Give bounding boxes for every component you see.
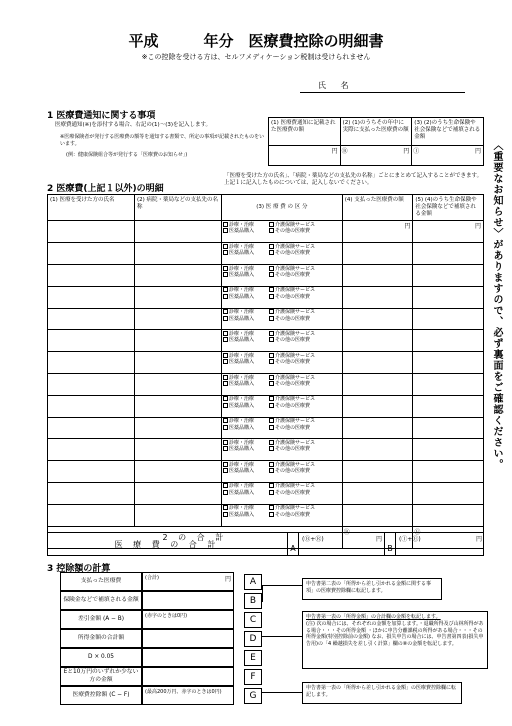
payee-name-field[interactable] <box>134 352 221 374</box>
payee-name-field[interactable] <box>134 374 221 396</box>
category-label: その他の医療費 <box>274 250 310 257</box>
insurance-amount-field[interactable] <box>413 395 484 417</box>
category-label: 医薬品購入 <box>228 293 254 300</box>
category-checkbox[interactable] <box>269 228 274 233</box>
category-checkbox[interactable] <box>269 309 274 314</box>
category-checkbox[interactable] <box>269 266 274 271</box>
name-field[interactable] <box>300 92 465 93</box>
paid-amount-field[interactable] <box>342 308 413 330</box>
patient-name-field[interactable] <box>48 330 135 352</box>
table-row <box>48 417 484 439</box>
category-label: その他の医療費 <box>274 337 310 344</box>
calc-row-label: Eと10万円のいずれか少ない方の金額 <box>60 667 142 686</box>
insurance-amount-field[interactable] <box>413 243 484 265</box>
category-cell <box>221 243 342 265</box>
s2-total-mark1: Ⓡ <box>343 528 350 536</box>
calc-row-letter: E <box>244 650 262 666</box>
calc-row-label: 差引金額 (A − B) <box>60 610 142 629</box>
calc-row-label: 所得金額の合計額 <box>60 629 142 648</box>
category-checkbox[interactable] <box>269 483 274 488</box>
category-checkbox[interactable] <box>269 446 274 451</box>
category-label: 診療・治療 <box>228 287 254 294</box>
patient-name-field[interactable] <box>48 308 135 330</box>
s1-mark-i: Ⓘ <box>413 148 420 155</box>
calc-row-letter: G <box>244 688 262 704</box>
category-label: 診療・治療 <box>228 396 254 403</box>
section2-title: 2 医療費(上記１以外)の明細 <box>47 184 164 194</box>
category-checkbox[interactable] <box>223 250 228 255</box>
category-checkbox[interactable] <box>269 403 274 408</box>
paid-amount-field[interactable] <box>342 395 413 417</box>
category-label: 診療・治療 <box>228 505 254 512</box>
category-checkbox[interactable] <box>269 316 274 321</box>
category-cell <box>221 417 342 439</box>
category-checkbox[interactable] <box>269 418 274 423</box>
category-cell <box>221 395 342 417</box>
category-label: 介護保険サービス <box>274 221 315 228</box>
section1-desc3: (例：健康保険組合等が発行する「医療費のお知らせ」) <box>66 152 188 158</box>
s2-total-label: 2 の 合 計 <box>48 526 343 548</box>
category-checkbox[interactable] <box>269 381 274 386</box>
category-checkbox[interactable] <box>223 272 228 277</box>
category-label: 介護保険サービス <box>274 374 315 381</box>
category-checkbox[interactable] <box>223 512 228 517</box>
category-checkbox[interactable] <box>223 462 228 467</box>
table-row <box>48 504 484 526</box>
category-checkbox[interactable] <box>223 381 228 386</box>
calc-row-amount-field[interactable]: (赤字のときは0円) <box>142 610 234 629</box>
paid-amount-field[interactable] <box>342 352 413 374</box>
category-label: 診療・治療 <box>228 221 254 228</box>
section1-desc2: ※医療保険者が発行する医療費の額等を通知する書類で、所定の事項が記載されたものをいいます。 <box>60 134 265 147</box>
paid-amount-field[interactable] <box>342 417 413 439</box>
arrow-d-h <box>262 636 302 637</box>
payee-name-field[interactable] <box>134 439 221 461</box>
table-row <box>48 352 484 374</box>
category-checkbox[interactable] <box>269 250 274 255</box>
patient-name-field[interactable] <box>48 265 135 287</box>
patient-name-field[interactable] <box>48 395 135 417</box>
category-label: 医薬品購入 <box>228 337 254 344</box>
category-checkbox[interactable] <box>223 396 228 401</box>
section2-table <box>47 194 484 549</box>
category-label: 診療・治療 <box>228 418 254 425</box>
category-cell <box>221 461 342 483</box>
paid-amount-field[interactable] <box>342 482 413 504</box>
s1-amount2-field[interactable]: Ⓑ 円 <box>340 146 412 166</box>
category-checkbox[interactable] <box>223 294 228 299</box>
category-checkbox[interactable] <box>223 331 228 336</box>
important-notice: 〈重要なお知らせ〉がありますので、必ず裏面をご確認ください。 <box>491 140 502 470</box>
category-label: 介護保険サービス <box>274 439 315 446</box>
table-row <box>48 286 484 308</box>
insurance-amount-field[interactable] <box>413 461 484 483</box>
note-d-body: (注) 次の場合には、それぞれの金額を加算します。・退職所得及び山林所得がある場合・・・その所得金額 ・ほかに申告分離課税の所得がある場合・・・その所得金額(特別控除前の金額) なお、損失申告の場合には、申告書第四表(損失申告用)の「4 繰越損失を差し引く計算」欄の⑧の金額を転記します。 <box>306 620 484 647</box>
note-d <box>302 611 488 669</box>
table-row <box>48 374 484 396</box>
category-checkbox[interactable] <box>223 228 228 233</box>
table-row <box>48 461 484 483</box>
category-checkbox[interactable] <box>269 337 274 342</box>
category-label: その他の医療費 <box>274 272 310 279</box>
insurance-amount-field[interactable] <box>413 417 484 439</box>
arrow-ab-v <box>262 585 263 602</box>
table-row <box>48 243 484 265</box>
category-checkbox[interactable] <box>223 287 228 292</box>
calc-row-label: 医療費控除額 (C − F) <box>60 686 142 705</box>
category-checkbox[interactable] <box>269 462 274 467</box>
category-label: 介護保険サービス <box>274 396 315 403</box>
category-checkbox[interactable] <box>223 337 228 342</box>
category-label: 診療・治療 <box>228 352 254 359</box>
category-checkbox[interactable] <box>223 440 228 445</box>
calc-row-label: 支払った医療費 <box>60 572 142 591</box>
arrow-ab-h <box>262 585 302 586</box>
insurance-amount-field[interactable] <box>413 286 484 308</box>
payee-name-field[interactable] <box>134 461 221 483</box>
table-row <box>48 221 484 243</box>
insurance-amount-field[interactable] <box>413 482 484 504</box>
s2-col2-header: (2) 病院・薬局などの支払先の名称 <box>136 197 219 211</box>
calc-row-letter: A <box>244 574 262 590</box>
category-label: 介護保険サービス <box>274 287 315 294</box>
category-label: 医薬品購入 <box>228 402 254 409</box>
calc-row-letter: D <box>244 631 262 647</box>
payee-name-field[interactable] <box>134 504 221 526</box>
category-checkbox[interactable] <box>269 353 274 358</box>
s2-total-mark2: Ⓔ <box>414 528 421 536</box>
category-checkbox[interactable] <box>223 375 228 380</box>
note-ab: 申告書第二表の「所得から差し引かれる金額に関する事項」の医療費控除欄に転記します。 <box>302 578 442 600</box>
table-row <box>48 265 484 287</box>
category-checkbox[interactable] <box>223 309 228 314</box>
payee-name-field[interactable] <box>134 395 221 417</box>
payee-name-field[interactable] <box>134 308 221 330</box>
payee-name-field[interactable] <box>134 221 221 243</box>
payee-name-field[interactable] <box>134 417 221 439</box>
category-checkbox[interactable] <box>223 359 228 364</box>
category-label: 医薬品購入 <box>228 489 254 496</box>
page-subtitle: ※この控除を受ける方は、セルフメディケーション税制は受けられません <box>141 53 371 61</box>
category-cell <box>221 374 342 396</box>
page-title: 平成 年分 医療費控除の明細書 <box>128 32 384 50</box>
s2-col1-header: (1) 医療を受けた方の氏名 <box>50 197 115 203</box>
category-checkbox[interactable] <box>223 316 228 321</box>
section1-title: 1 医療費通知に関する事項 <box>47 111 156 121</box>
paid-amount-field[interactable] <box>342 330 413 352</box>
category-label: 医薬品購入 <box>228 272 254 279</box>
patient-name-field[interactable] <box>48 482 135 504</box>
category-checkbox[interactable] <box>269 375 274 380</box>
category-label: 医薬品購入 <box>228 359 254 366</box>
calc-row-letter: F <box>244 669 262 685</box>
patient-name-field[interactable] <box>48 352 135 374</box>
category-cell <box>221 308 342 330</box>
s1-col1-header: (1) 医療費通知に記載された医療費の額 <box>271 120 336 134</box>
category-label: 医薬品購入 <box>228 381 254 387</box>
category-label: 介護保険サービス <box>274 418 315 425</box>
grand-total-label: 医 療 費 の 合 計 <box>114 540 220 549</box>
patient-name-field[interactable] <box>48 417 135 439</box>
calc-row-amount-field[interactable] <box>142 648 234 667</box>
category-checkbox[interactable] <box>269 512 274 517</box>
category-label: 医薬品購入 <box>228 250 254 257</box>
category-cell <box>221 352 342 374</box>
category-checkbox[interactable] <box>269 359 274 364</box>
category-label: 医薬品購入 <box>228 511 254 518</box>
calc-row-amount-field[interactable] <box>142 667 234 686</box>
category-label: その他の医療費 <box>274 468 310 475</box>
category-label: その他の医療費 <box>274 446 310 453</box>
insurance-amount-field[interactable] <box>413 374 484 396</box>
calc-row-letter: B <box>244 593 262 609</box>
s1-col3-header: (3) (2)のうち生命保険や社会保険などで補填される金額 <box>414 120 481 141</box>
insurance-amount-field[interactable] <box>413 504 484 526</box>
paid-amount-field[interactable] <box>342 439 413 461</box>
payee-name-field[interactable] <box>134 482 221 504</box>
patient-name-field[interactable] <box>48 504 135 526</box>
payee-name-field[interactable] <box>134 286 221 308</box>
category-label: 診療・治療 <box>228 265 254 272</box>
patient-name-field[interactable] <box>48 243 135 265</box>
category-label: 介護保険サービス <box>274 330 315 337</box>
category-checkbox[interactable] <box>223 468 228 473</box>
paid-amount-field[interactable] <box>342 286 413 308</box>
paid-amount-field[interactable]: 円 <box>342 221 413 243</box>
table-row <box>48 330 484 352</box>
category-label: その他の医療費 <box>274 293 310 300</box>
note-g: 申告書第一表の「所得から差し引かれる金額」の医療費控除欄に転記します。 <box>302 682 462 704</box>
s1-col2-header: (2) (1)のうちその年中に実際に支払った医療費の額 <box>342 120 409 134</box>
s2-col4-header: (4) 支払った医療費の額 <box>344 197 404 203</box>
category-label: 診療・治療 <box>228 330 254 337</box>
category-label: 医薬品購入 <box>228 315 254 322</box>
paid-amount-field[interactable] <box>342 374 413 396</box>
category-checkbox[interactable] <box>223 425 228 430</box>
category-label: 診療・治療 <box>228 483 254 490</box>
category-label: その他の医療費 <box>274 424 310 431</box>
patient-name-field[interactable] <box>48 461 135 483</box>
category-checkbox[interactable] <box>223 483 228 488</box>
category-label: 診療・治療 <box>228 461 254 468</box>
category-checkbox[interactable] <box>269 425 274 430</box>
category-label: 介護保険サービス <box>274 265 315 272</box>
category-checkbox[interactable] <box>223 266 228 271</box>
category-checkbox[interactable] <box>223 244 228 249</box>
grand-total-a-field[interactable]: (Ⓑ+Ⓡ) 円 <box>302 536 382 543</box>
arrow-g-h <box>262 692 302 693</box>
category-label: 介護保険サービス <box>274 243 315 250</box>
patient-name-field[interactable] <box>48 374 135 396</box>
section1-desc1: 医療費通知(※)を添付する場合、右記の(1)〜(3)を記入します。 <box>55 122 212 128</box>
insurance-amount-field[interactable] <box>413 330 484 352</box>
category-checkbox[interactable] <box>269 468 274 473</box>
insurance-amount-field[interactable]: 円 <box>413 221 484 243</box>
category-label: 診療・治療 <box>228 309 254 316</box>
category-label: 診療・治療 <box>228 243 254 250</box>
calc-row-amount-field[interactable] <box>142 629 234 648</box>
category-label: 介護保険サービス <box>274 505 315 512</box>
category-label: その他の医療費 <box>274 359 310 366</box>
calc-row-label: D × 0.05 <box>60 648 142 667</box>
category-label: その他の医療費 <box>274 315 310 322</box>
calc-row-amount-field[interactable] <box>142 591 234 610</box>
category-cell <box>221 221 342 243</box>
category-label: 介護保険サービス <box>274 309 315 316</box>
paid-amount-field[interactable] <box>342 504 413 526</box>
calc-row-letter: C <box>244 612 262 628</box>
category-checkbox[interactable] <box>223 222 228 227</box>
category-cell <box>221 504 342 526</box>
category-checkbox[interactable] <box>269 490 274 495</box>
calc-row-label: 保険金などで補填される金額 <box>60 591 142 610</box>
patient-name-field[interactable] <box>48 286 135 308</box>
grand-total-b-letter: B <box>384 532 396 556</box>
insurance-amount-field[interactable] <box>413 352 484 374</box>
category-checkbox[interactable] <box>269 331 274 336</box>
category-cell <box>221 286 342 308</box>
category-label: 介護保険サービス <box>274 483 315 490</box>
category-label: その他の医療費 <box>274 511 310 518</box>
category-checkbox[interactable] <box>269 396 274 401</box>
grand-total-b-field[interactable]: (Ⓘ+Ⓔ) 円 <box>399 536 482 543</box>
category-checkbox[interactable] <box>269 505 274 510</box>
paid-amount-field[interactable] <box>342 461 413 483</box>
patient-name-field[interactable] <box>48 439 135 461</box>
category-label: その他の医療費 <box>274 228 310 235</box>
category-checkbox[interactable] <box>269 294 274 299</box>
calc-row-amount-field[interactable]: (最高200万円、赤字のときは0円) <box>142 686 234 705</box>
payee-name-field[interactable] <box>134 265 221 287</box>
category-label: 介護保険サービス <box>274 352 315 359</box>
category-label: 診療・治療 <box>228 439 254 446</box>
s2-col3-header: (3) 医 療 費 の 区 分 <box>256 204 308 211</box>
insurance-amount-field[interactable] <box>413 439 484 461</box>
payee-name-field[interactable] <box>134 243 221 265</box>
insurance-amount-field[interactable] <box>413 308 484 330</box>
section2-desc: 「医療を受けた方の氏名」、「病院・薬局などの支払先の名称」ごとにまとめて記入することができます。上記１に記入したものについては、記入しないでください。 <box>224 173 483 187</box>
category-label: 医薬品購入 <box>228 424 254 431</box>
note-d-title: 申告書第一表の「所得金額」の合計欄の金額を転記します。 <box>306 614 441 620</box>
category-checkbox[interactable] <box>223 353 228 358</box>
patient-name-field[interactable] <box>48 221 135 243</box>
s1-amount3-field[interactable]: Ⓘ 円 <box>412 146 484 166</box>
insurance-amount-field[interactable] <box>413 265 484 287</box>
category-checkbox[interactable] <box>269 272 274 277</box>
category-cell <box>221 482 342 504</box>
category-label: 医薬品購入 <box>228 446 254 453</box>
category-label: 医薬品購入 <box>228 228 254 235</box>
table-row <box>48 308 484 330</box>
name-label: 氏 名 <box>318 81 355 90</box>
paid-amount-field[interactable] <box>342 265 413 287</box>
category-checkbox[interactable] <box>223 505 228 510</box>
category-label: 診療・治療 <box>228 374 254 381</box>
category-cell <box>221 330 342 352</box>
category-label: その他の医療費 <box>274 489 310 496</box>
category-checkbox[interactable] <box>223 490 228 495</box>
category-checkbox[interactable] <box>223 418 228 423</box>
category-checkbox[interactable] <box>269 287 274 292</box>
category-checkbox[interactable] <box>223 446 228 451</box>
s1-mark-b: Ⓑ <box>341 148 348 155</box>
category-label: 医薬品購入 <box>228 468 254 475</box>
calc-row-amount-field[interactable]: (合計) 円 <box>142 572 234 591</box>
section1-table <box>268 117 484 166</box>
category-cell <box>221 439 342 461</box>
payee-name-field[interactable] <box>134 330 221 352</box>
category-checkbox[interactable] <box>223 403 228 408</box>
category-cell <box>221 265 342 287</box>
category-checkbox[interactable] <box>269 244 274 249</box>
s2-col5-header: (5) (4)のうち生命保険や社会保険などで補填される金額 <box>415 197 477 218</box>
paid-amount-field[interactable] <box>342 243 413 265</box>
table-row <box>48 439 484 461</box>
s1-amount1-field[interactable]: 円 <box>269 146 341 166</box>
table-row <box>48 395 484 417</box>
section3-title: 3 控除額の計算 <box>47 564 111 574</box>
category-checkbox[interactable] <box>269 440 274 445</box>
table-row <box>48 482 484 504</box>
grand-total-a-letter: A <box>287 532 299 556</box>
category-label: その他の医療費 <box>274 402 310 409</box>
category-label: 介護保険サービス <box>274 461 315 468</box>
category-checkbox[interactable] <box>269 222 274 227</box>
category-label: その他の医療費 <box>274 381 310 387</box>
